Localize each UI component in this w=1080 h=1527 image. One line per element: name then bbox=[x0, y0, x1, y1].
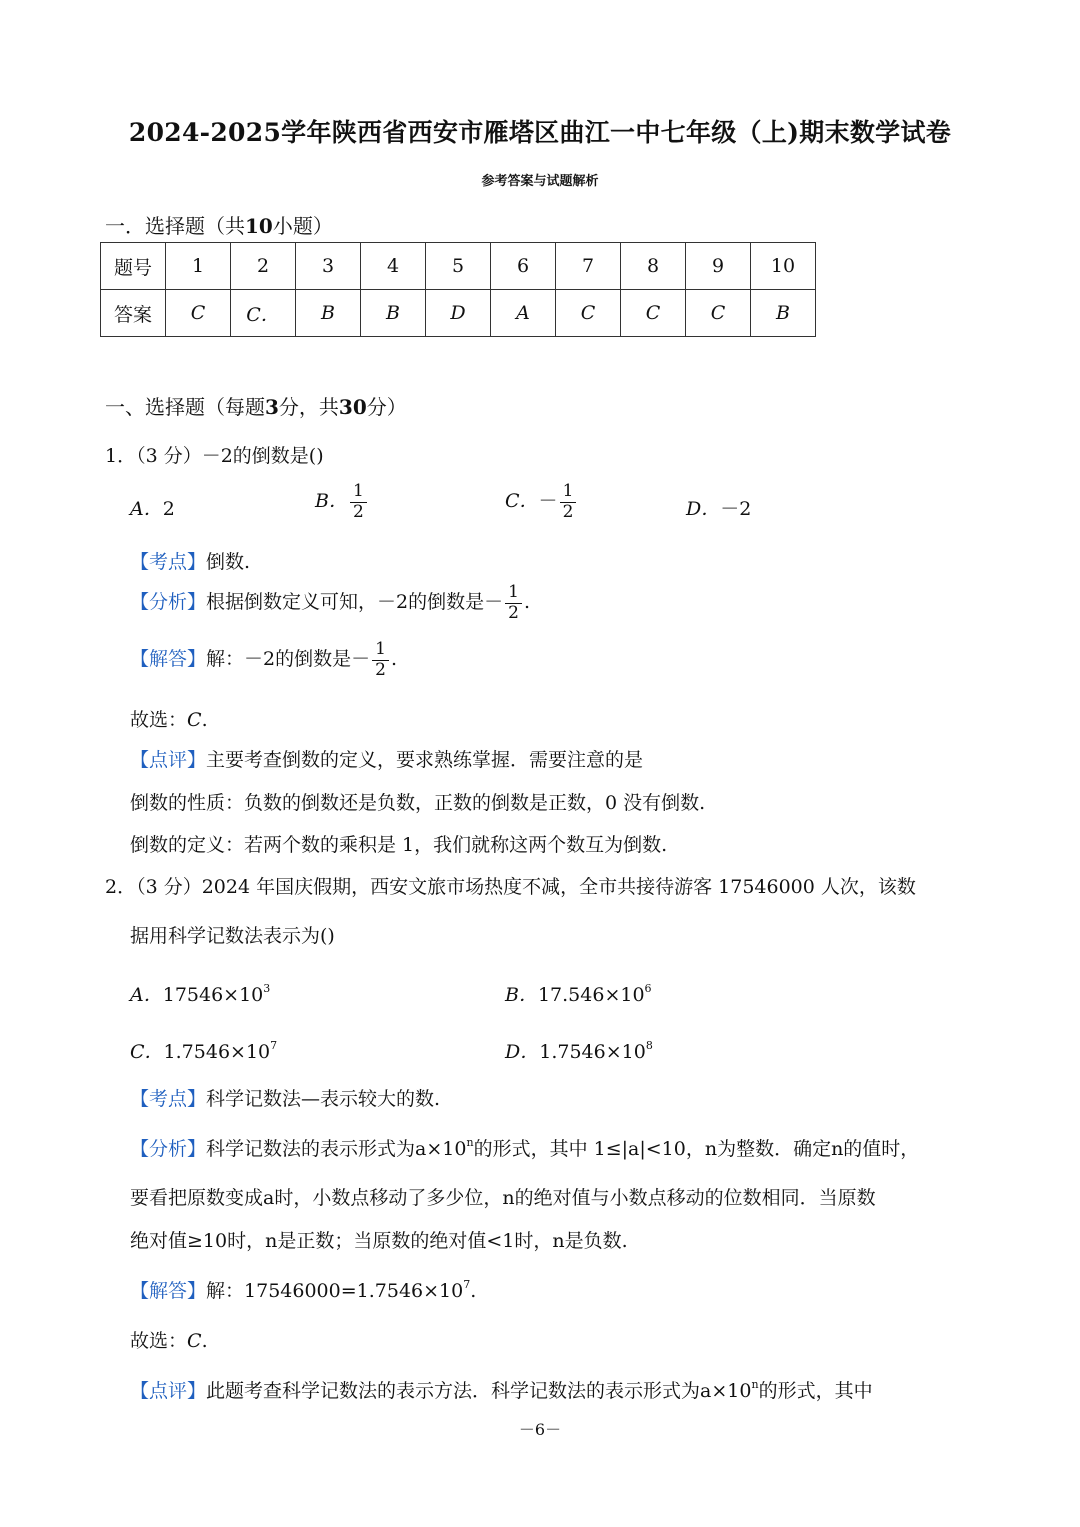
q1-jieda: 【解答】解：－2的倒数是－ $\frac{1}{2}$ . bbox=[130, 639, 397, 680]
q2-dianping: 【点评】此题考查科学记数法的表示方法．科学记数法的表示形式为$a\times 10^n$的形式，其中 bbox=[130, 1378, 873, 1402]
q2-kaodian: 【考点】科学记数法—表示较大的数. bbox=[130, 1088, 441, 1110]
answer-table-number-row bbox=[101, 243, 816, 290]
q1-dianping-line-3: 倒数的定义：若两个数的乘积是 1，我们就称这两个数互为倒数. bbox=[130, 834, 668, 856]
answer-cell: B bbox=[361, 290, 426, 337]
page-number: －6－ bbox=[518, 1420, 562, 1439]
answer-cell: C bbox=[621, 290, 686, 337]
q1-dianping: 【点评】主要考查倒数的定义，要求熟练掌握．需要注意的是 bbox=[130, 749, 644, 771]
answer-cell: C bbox=[556, 290, 621, 337]
answer-cell: D bbox=[426, 290, 491, 337]
q2-jieda: 【解答】解：$17546000=1.7546\times 10^7$. bbox=[130, 1278, 477, 1302]
fraction: $\frac{1}{2}$ bbox=[372, 640, 389, 680]
question-2-stem-line-2: 据用科学记数法表示为() bbox=[130, 925, 335, 947]
question-number: 1 bbox=[166, 243, 231, 290]
q1-option-c: C．－ $\frac{1}{2}$ bbox=[505, 482, 578, 522]
fraction: $\frac{1}{2}$ bbox=[350, 482, 367, 522]
question-2-stem: 2．（3 分）2024 年国庆假期，西安文旅市场热度不减，全市共接待游客 17546000 人次，该数 bbox=[105, 876, 916, 898]
answer-cell: C bbox=[166, 290, 231, 337]
q2-fenxi: 【分析】科学记数法的表示形式为$a\times 10^n$的形式，其中 1≤|a|<10，n为整数．确定n的值时， bbox=[130, 1136, 920, 1160]
answer-table bbox=[100, 242, 816, 337]
answer-row-label: 答案 bbox=[101, 290, 166, 337]
question-number: 5 bbox=[426, 243, 491, 290]
q2-option-b: B．$17.546\times 10^6$ bbox=[505, 982, 652, 1006]
q1-option-d: D．－2 bbox=[686, 498, 752, 520]
section-heading: 一、选择题（每题3分，共30分） bbox=[105, 395, 407, 419]
answer-cell: B bbox=[751, 290, 816, 337]
answer-cell: C． bbox=[231, 290, 296, 337]
question-number: 9 bbox=[686, 243, 751, 290]
answer-section-heading: 一．选择题（共10小题） bbox=[105, 214, 333, 238]
answer-cell: C bbox=[686, 290, 751, 337]
q2-fenxi-line-2: 要看把原数变成a时，小数点移动了多少位，n的绝对值与小数点移动的位数相同．当原数 bbox=[130, 1187, 876, 1209]
fraction: $\frac{1}{2}$ bbox=[505, 583, 522, 623]
q1-dianping-line-2: 倒数的性质：负数的倒数还是负数，正数的倒数是正数，0 没有倒数. bbox=[130, 792, 706, 814]
number-row-label: 题号 bbox=[101, 243, 166, 290]
question-number: 10 bbox=[751, 243, 816, 290]
q1-answer: 故选：C. bbox=[130, 709, 208, 731]
answer-cell: A bbox=[491, 290, 556, 337]
q2-option-a: A．$17546\times 10^3$ bbox=[130, 982, 271, 1006]
page-title: 2024-2025学年陕西省西安市雁塔区曲江一中七年级（上)期末数学试卷 bbox=[128, 118, 952, 147]
question-number: 6 bbox=[491, 243, 556, 290]
answer-cell: B bbox=[296, 290, 361, 337]
question-number: 3 bbox=[296, 243, 361, 290]
q1-option-a: A．2 bbox=[130, 498, 175, 520]
fraction: $\frac{1}{2}$ bbox=[560, 482, 577, 522]
q1-fenxi: 【分析】根据倒数定义可知，－2的倒数是－ $\frac{1}{2}$ . bbox=[130, 582, 530, 623]
q1-kaodian: 【考点】倒数. bbox=[130, 551, 251, 573]
q2-option-d: D．$1.7546\times 10^8$ bbox=[505, 1039, 653, 1063]
q1-option-b: B． $\frac{1}{2}$ bbox=[315, 482, 369, 522]
page-subtitle: 参考答案与试题解析 bbox=[481, 174, 599, 189]
answer-table-answer-row bbox=[101, 290, 816, 337]
question-number: 2 bbox=[231, 243, 296, 290]
q2-fenxi-line-3: 绝对值≥10时，n是正数；当原数的绝对值<1时，n是负数. bbox=[130, 1230, 628, 1252]
q2-answer: 故选：C. bbox=[130, 1330, 208, 1352]
question-1-stem: 1．（3 分）－2的倒数是() bbox=[105, 445, 324, 467]
question-number: 4 bbox=[361, 243, 426, 290]
q2-option-c: C．$1.7546\times 10^7$ bbox=[130, 1039, 278, 1063]
question-number: 8 bbox=[621, 243, 686, 290]
question-number: 7 bbox=[556, 243, 621, 290]
